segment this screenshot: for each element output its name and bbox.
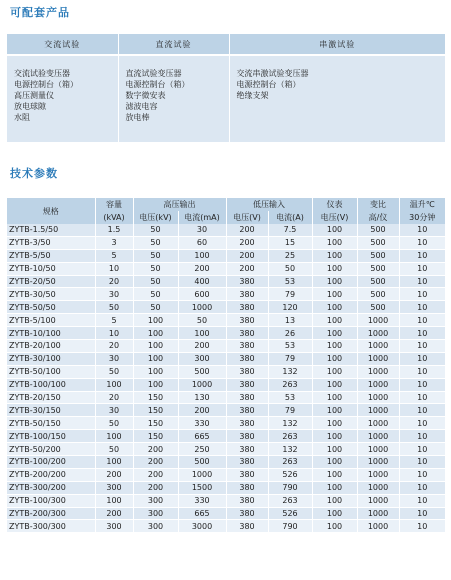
cell-lv-current: 26 [268, 327, 312, 340]
cell-temp-rise: 10 [399, 288, 445, 301]
cell-ratio: 1000 [357, 417, 399, 430]
cell-temp-rise: 10 [399, 275, 445, 288]
table-row [7, 391, 445, 404]
cell-lv-voltage: 380 [226, 327, 268, 340]
cell-meter-voltage: 100 [312, 327, 357, 340]
cell-hv-current: 100 [178, 249, 226, 262]
cell-lv-voltage: 380 [226, 417, 268, 430]
cell-lv-current: 79 [268, 352, 312, 365]
cell-meter-voltage: 100 [312, 507, 357, 520]
cell-model: ZYTB-5/50 [7, 249, 95, 262]
cell-model: ZYTB-200/200 [7, 468, 95, 481]
dc-test-items [118, 55, 229, 142]
cell-lv-voltage: 380 [226, 430, 268, 443]
cell-model: ZYTB-20/150 [7, 391, 95, 404]
cell-capacity: 30 [95, 288, 133, 301]
specs-table-body [7, 224, 445, 533]
table-row [7, 301, 445, 314]
cell-lv-current: 263 [268, 378, 312, 391]
list-item: 放电球隙 [14, 102, 46, 111]
list-item: 放电棒 [125, 113, 150, 122]
table-row [7, 340, 445, 353]
cell-capacity: 100 [95, 378, 133, 391]
cell-capacity: 20 [95, 391, 133, 404]
cell-lv-voltage: 380 [226, 288, 268, 301]
cell-meter-voltage: 100 [312, 456, 357, 469]
cell-lv-current: 263 [268, 494, 312, 507]
cell-ratio: 1000 [357, 391, 399, 404]
cell-ratio: 1000 [357, 494, 399, 507]
cell-temp-rise: 10 [399, 468, 445, 481]
cell-meter-voltage: 100 [312, 236, 357, 249]
cell-hv-current: 3000 [178, 520, 226, 533]
cell-temp-rise: 10 [399, 314, 445, 327]
cell-lv-current: 132 [268, 417, 312, 430]
cell-ratio: 1000 [357, 456, 399, 469]
cell-ratio: 1000 [357, 507, 399, 520]
cell-ratio: 500 [357, 236, 399, 249]
table-row [7, 481, 445, 494]
cell-model: ZYTB-20/100 [7, 340, 95, 353]
cell-capacity: 200 [95, 507, 133, 520]
cell-meter-voltage: 100 [312, 301, 357, 314]
table-row [7, 520, 445, 533]
cell-capacity: 5 [95, 249, 133, 262]
cell-ratio: 500 [357, 301, 399, 314]
header-ratio-sub: 高/仪 [357, 211, 399, 224]
cell-temp-rise: 10 [399, 262, 445, 275]
cell-model: ZYTB-100/150 [7, 430, 95, 443]
cell-model: ZYTB-50/50 [7, 301, 95, 314]
cell-capacity: 100 [95, 456, 133, 469]
list-item: 电源控制台（箱） [236, 80, 301, 89]
cell-hv-current: 1000 [178, 468, 226, 481]
cell-meter-voltage: 100 [312, 288, 357, 301]
cell-lv-current: 13 [268, 314, 312, 327]
cell-model: ZYTB-20/50 [7, 275, 95, 288]
table-row [7, 430, 445, 443]
header-lv-current: 电流(A) [268, 211, 312, 224]
cell-temp-rise: 10 [399, 224, 445, 236]
cell-lv-voltage: 380 [226, 365, 268, 378]
cell-lv-voltage: 380 [226, 301, 268, 314]
table-row [7, 236, 445, 249]
cell-meter-voltage: 100 [312, 468, 357, 481]
cell-ratio: 1000 [357, 468, 399, 481]
list-item: 滤波电容 [125, 102, 158, 111]
header-capacity-unit: (kVA) [95, 211, 133, 224]
cell-hv-current: 60 [178, 236, 226, 249]
cell-model: ZYTB-3/50 [7, 236, 95, 249]
cell-ratio: 1000 [357, 352, 399, 365]
table-row [7, 378, 445, 391]
cell-hv-voltage: 200 [133, 468, 178, 481]
cell-meter-voltage: 100 [312, 340, 357, 353]
cell-model: ZYTB-50/200 [7, 443, 95, 456]
cell-lv-voltage: 380 [226, 494, 268, 507]
cell-model: ZYTB-300/200 [7, 481, 95, 494]
list-item: 交流试验变压器 [14, 69, 70, 78]
cell-temp-rise: 10 [399, 301, 445, 314]
table-row [7, 262, 445, 275]
header-series-test: 串激试验 [229, 34, 445, 55]
cell-temp-rise: 10 [399, 404, 445, 417]
cell-model: ZYTB-100/200 [7, 456, 95, 469]
cell-capacity: 200 [95, 468, 133, 481]
cell-lv-current: 526 [268, 468, 312, 481]
header-hv-current: 电流(mA) [178, 211, 226, 224]
cell-hv-voltage: 100 [133, 378, 178, 391]
cell-lv-current: 263 [268, 456, 312, 469]
cell-lv-current: 25 [268, 249, 312, 262]
accessories-table [7, 34, 445, 142]
cell-model: ZYTB-200/300 [7, 507, 95, 520]
cell-hv-voltage: 50 [133, 301, 178, 314]
header-temp-rise: 温升℃ [399, 198, 445, 211]
cell-hv-voltage: 300 [133, 520, 178, 533]
cell-lv-voltage: 380 [226, 391, 268, 404]
cell-capacity: 20 [95, 340, 133, 353]
table-row [7, 314, 445, 327]
cell-hv-current: 1500 [178, 481, 226, 494]
cell-lv-current: 50 [268, 262, 312, 275]
table-row [7, 404, 445, 417]
header-meter-voltage: 电压(V) [312, 211, 357, 224]
cell-ratio: 1000 [357, 327, 399, 340]
cell-capacity: 100 [95, 494, 133, 507]
table-row [7, 417, 445, 430]
cell-meter-voltage: 100 [312, 391, 357, 404]
specs-title: 技术参数 [10, 167, 58, 180]
cell-hv-voltage: 150 [133, 404, 178, 417]
cell-meter-voltage: 100 [312, 430, 357, 443]
cell-temp-rise: 10 [399, 249, 445, 262]
cell-temp-rise: 10 [399, 456, 445, 469]
cell-hv-voltage: 300 [133, 494, 178, 507]
cell-model: ZYTB-30/100 [7, 352, 95, 365]
table-row [7, 352, 445, 365]
table-row [7, 327, 445, 340]
cell-meter-voltage: 100 [312, 417, 357, 430]
cell-hv-voltage: 100 [133, 365, 178, 378]
cell-hv-current: 330 [178, 494, 226, 507]
cell-lv-voltage: 380 [226, 468, 268, 481]
cell-meter-voltage: 100 [312, 443, 357, 456]
cell-lv-voltage: 380 [226, 443, 268, 456]
header-lv-voltage: 电压(V) [226, 211, 268, 224]
cell-lv-current: 120 [268, 301, 312, 314]
cell-hv-current: 500 [178, 456, 226, 469]
cell-temp-rise: 10 [399, 417, 445, 430]
cell-capacity: 10 [95, 262, 133, 275]
cell-meter-voltage: 100 [312, 404, 357, 417]
cell-lv-voltage: 200 [226, 224, 268, 236]
cell-hv-voltage: 150 [133, 391, 178, 404]
cell-temp-rise: 10 [399, 340, 445, 353]
cell-hv-voltage: 200 [133, 456, 178, 469]
header-capacity: 容量 [95, 198, 133, 211]
cell-lv-voltage: 380 [226, 404, 268, 417]
cell-model: ZYTB-300/300 [7, 520, 95, 533]
header-temp-duration: 30分钟 [399, 211, 445, 224]
cell-ratio: 1000 [357, 481, 399, 494]
cell-hv-voltage: 100 [133, 314, 178, 327]
cell-lv-voltage: 380 [226, 456, 268, 469]
cell-ratio: 500 [357, 262, 399, 275]
specs-table [7, 198, 445, 533]
cell-ratio: 500 [357, 224, 399, 236]
header-ac-test: 交流试验 [7, 34, 118, 55]
cell-lv-voltage: 380 [226, 507, 268, 520]
cell-capacity: 1.5 [95, 224, 133, 236]
cell-meter-voltage: 100 [312, 249, 357, 262]
cell-hv-current: 30 [178, 224, 226, 236]
list-item: 高压测量仪 [14, 91, 54, 100]
cell-lv-voltage: 200 [226, 249, 268, 262]
table-row [7, 468, 445, 481]
cell-lv-current: 53 [268, 391, 312, 404]
cell-model: ZYTB-100/100 [7, 378, 95, 391]
cell-lv-current: 53 [268, 340, 312, 353]
cell-lv-current: 53 [268, 275, 312, 288]
cell-hv-voltage: 100 [133, 352, 178, 365]
cell-hv-voltage: 100 [133, 327, 178, 340]
cell-temp-rise: 10 [399, 327, 445, 340]
cell-hv-current: 1000 [178, 378, 226, 391]
cell-hv-current: 130 [178, 391, 226, 404]
cell-ratio: 1000 [357, 430, 399, 443]
cell-ratio: 1000 [357, 314, 399, 327]
cell-capacity: 300 [95, 520, 133, 533]
cell-meter-voltage: 100 [312, 314, 357, 327]
list-item: 绝缘支架 [236, 91, 269, 100]
header-dc-test: 直流试验 [118, 34, 229, 55]
cell-lv-voltage: 380 [226, 275, 268, 288]
cell-ratio: 1000 [357, 404, 399, 417]
cell-capacity: 300 [95, 481, 133, 494]
cell-capacity: 100 [95, 430, 133, 443]
cell-hv-current: 665 [178, 430, 226, 443]
cell-lv-current: 7.5 [268, 224, 312, 236]
cell-hv-voltage: 150 [133, 417, 178, 430]
table-row [7, 443, 445, 456]
cell-temp-rise: 10 [399, 365, 445, 378]
cell-capacity: 10 [95, 327, 133, 340]
cell-capacity: 3 [95, 236, 133, 249]
table-row [7, 456, 445, 469]
ac-test-items [7, 55, 118, 142]
header-lv-input: 低压输入 [226, 198, 312, 211]
cell-ratio: 1000 [357, 443, 399, 456]
cell-capacity: 50 [95, 301, 133, 314]
header-ratio: 变比 [357, 198, 399, 211]
cell-temp-rise: 10 [399, 378, 445, 391]
cell-model: ZYTB-50/150 [7, 417, 95, 430]
series-test-items [229, 55, 445, 142]
cell-lv-voltage: 380 [226, 520, 268, 533]
cell-meter-voltage: 100 [312, 494, 357, 507]
cell-hv-voltage: 100 [133, 340, 178, 353]
cell-capacity: 30 [95, 352, 133, 365]
cell-model: ZYTB-10/50 [7, 262, 95, 275]
cell-lv-voltage: 380 [226, 352, 268, 365]
cell-capacity: 50 [95, 365, 133, 378]
cell-lv-current: 79 [268, 404, 312, 417]
cell-hv-current: 250 [178, 443, 226, 456]
cell-hv-voltage: 50 [133, 249, 178, 262]
cell-temp-rise: 10 [399, 236, 445, 249]
cell-hv-voltage: 200 [133, 443, 178, 456]
cell-lv-voltage: 380 [226, 340, 268, 353]
cell-hv-current: 300 [178, 352, 226, 365]
header-model: 规格 [7, 198, 95, 224]
cell-model: ZYTB-10/100 [7, 327, 95, 340]
list-item: 数字微安表 [125, 91, 166, 100]
cell-hv-current: 200 [178, 340, 226, 353]
list-item: 水阻 [14, 113, 30, 122]
header-hv-voltage: 电压(kV) [133, 211, 178, 224]
cell-ratio: 500 [357, 275, 399, 288]
cell-hv-voltage: 50 [133, 288, 178, 301]
table-row [7, 275, 445, 288]
cell-capacity: 5 [95, 314, 133, 327]
cell-hv-current: 600 [178, 288, 226, 301]
list-item: 电源控制台（箱） [125, 80, 190, 89]
cell-model: ZYTB-100/300 [7, 494, 95, 507]
cell-hv-current: 500 [178, 365, 226, 378]
cell-model: ZYTB-5/100 [7, 314, 95, 327]
cell-lv-voltage: 200 [226, 236, 268, 249]
cell-hv-voltage: 50 [133, 275, 178, 288]
list-item: 直流试验变压器 [125, 69, 182, 78]
cell-temp-rise: 10 [399, 352, 445, 365]
cell-hv-current: 100 [178, 327, 226, 340]
cell-hv-current: 200 [178, 262, 226, 275]
cell-hv-voltage: 50 [133, 224, 178, 236]
cell-temp-rise: 10 [399, 443, 445, 456]
cell-ratio: 1000 [357, 520, 399, 533]
cell-ratio: 1000 [357, 365, 399, 378]
cell-hv-current: 200 [178, 404, 226, 417]
cell-meter-voltage: 100 [312, 352, 357, 365]
cell-meter-voltage: 100 [312, 365, 357, 378]
table-row [7, 249, 445, 262]
cell-ratio: 1000 [357, 340, 399, 353]
cell-lv-current: 132 [268, 365, 312, 378]
cell-capacity: 50 [95, 417, 133, 430]
cell-meter-voltage: 100 [312, 224, 357, 236]
cell-temp-rise: 10 [399, 430, 445, 443]
table-row [7, 507, 445, 520]
list-item: 交流串激试验变压器 [236, 69, 309, 78]
table-row [7, 365, 445, 378]
cell-temp-rise: 10 [399, 481, 445, 494]
cell-model: ZYTB-30/50 [7, 288, 95, 301]
cell-meter-voltage: 100 [312, 275, 357, 288]
cell-ratio: 500 [357, 249, 399, 262]
cell-model: ZYTB-1.5/50 [7, 224, 95, 236]
cell-capacity: 50 [95, 443, 133, 456]
cell-lv-current: 790 [268, 520, 312, 533]
list-item: 电源控制台（箱） [14, 80, 78, 89]
table-row [7, 494, 445, 507]
cell-hv-voltage: 150 [133, 430, 178, 443]
cell-meter-voltage: 100 [312, 520, 357, 533]
cell-lv-current: 132 [268, 443, 312, 456]
cell-hv-current: 400 [178, 275, 226, 288]
cell-hv-voltage: 50 [133, 262, 178, 275]
cell-temp-rise: 10 [399, 520, 445, 533]
cell-hv-voltage: 50 [133, 236, 178, 249]
cell-model: ZYTB-30/150 [7, 404, 95, 417]
cell-lv-voltage: 380 [226, 378, 268, 391]
cell-capacity: 20 [95, 275, 133, 288]
cell-lv-current: 79 [268, 288, 312, 301]
cell-lv-voltage: 380 [226, 481, 268, 494]
cell-hv-current: 1000 [178, 301, 226, 314]
cell-ratio: 500 [357, 288, 399, 301]
cell-temp-rise: 10 [399, 507, 445, 520]
cell-hv-voltage: 200 [133, 481, 178, 494]
cell-temp-rise: 10 [399, 494, 445, 507]
cell-hv-voltage: 300 [133, 507, 178, 520]
cell-capacity: 30 [95, 404, 133, 417]
cell-lv-current: 15 [268, 236, 312, 249]
cell-lv-current: 790 [268, 481, 312, 494]
cell-model: ZYTB-50/100 [7, 365, 95, 378]
table-row [7, 224, 445, 236]
cell-hv-current: 50 [178, 314, 226, 327]
cell-temp-rise: 10 [399, 391, 445, 404]
header-meter: 仪表 [312, 198, 357, 211]
accessories-title: 可配套产品 [10, 6, 70, 19]
cell-lv-voltage: 380 [226, 314, 268, 327]
cell-meter-voltage: 100 [312, 378, 357, 391]
cell-hv-current: 665 [178, 507, 226, 520]
cell-lv-voltage: 200 [226, 262, 268, 275]
cell-meter-voltage: 100 [312, 262, 357, 275]
header-hv-output: 高压输出 [133, 198, 226, 211]
cell-ratio: 1000 [357, 378, 399, 391]
cell-hv-current: 330 [178, 417, 226, 430]
table-row [7, 288, 445, 301]
cell-lv-current: 263 [268, 430, 312, 443]
cell-meter-voltage: 100 [312, 481, 357, 494]
cell-lv-current: 526 [268, 507, 312, 520]
